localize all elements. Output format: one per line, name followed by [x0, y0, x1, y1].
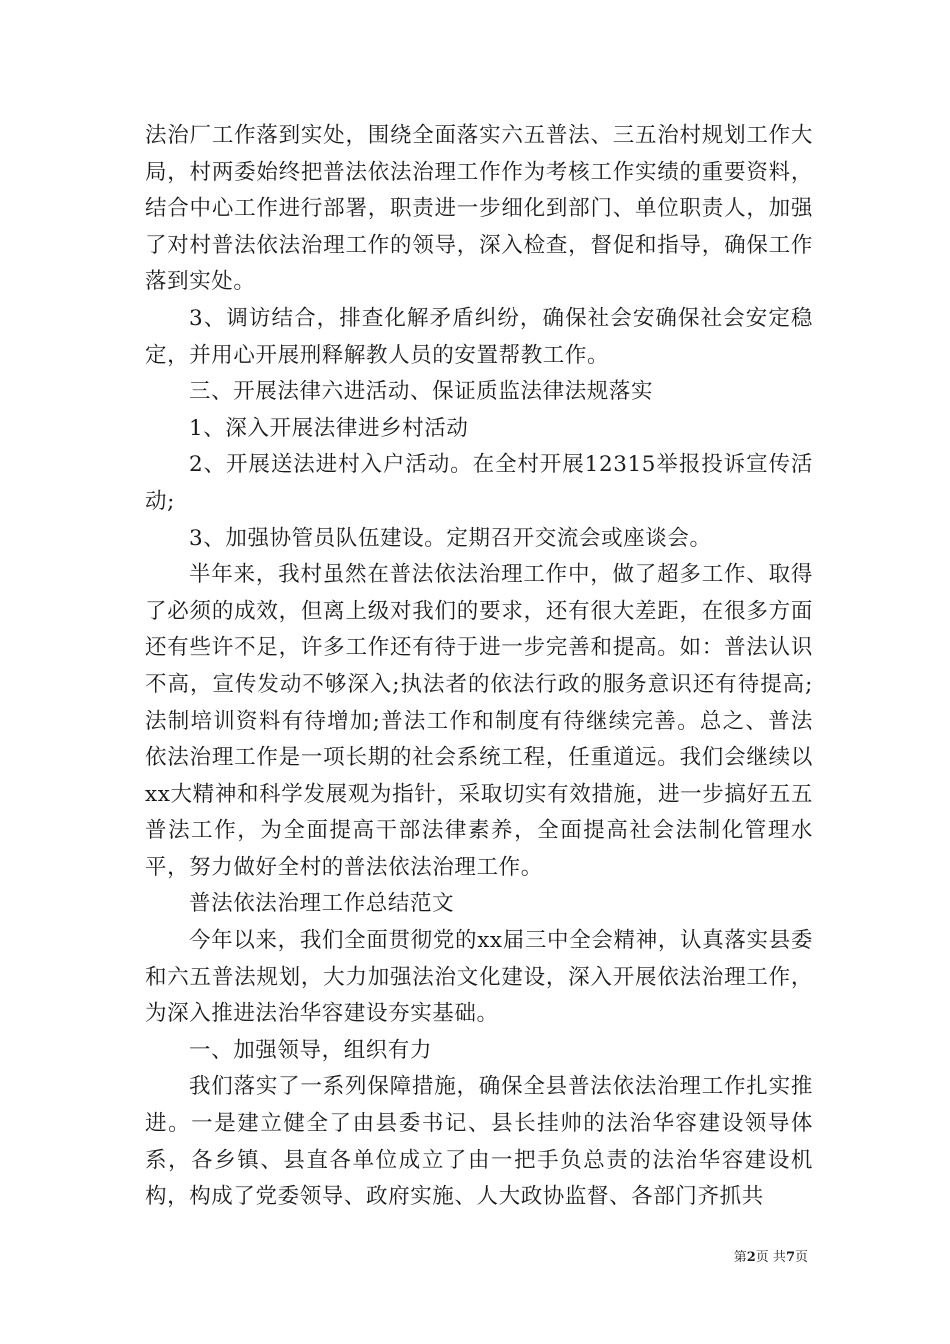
section-heading: 三、开展法律六进活动、保证质监法律法规落实 [189, 379, 654, 405]
page-number-middle: 页 共 [755, 1250, 786, 1265]
paragraph: 1、深入开展法律进乡村活动 [189, 415, 469, 441]
article-title: 普法依法治理工作总结范文 [189, 891, 455, 917]
paragraph: 今年以来，我们全面贯彻党的xx届三中全会精神，认真落实县委和六五普法规划，大力加强法治文化建设，深入开展依法治理工作，为深入推进法治华容建设夯实基础。 [145, 928, 813, 1027]
page-footer [0, 1246, 808, 1265]
paragraph: 我们落实了一系列保障措施，确保全县普法依法治理工作扎实推进。一是建立健全了由县委书记、县长挂帅的法治华容建设领导体系，各乡镇、县直各单位成立了由一把手负总责的法治华容建设机构，构成了党委领导、政府实施、人大政协监督、各部门齐抓共 [145, 1074, 813, 1210]
paragraph: 法治厂工作落到实处，围绕全面落实六五普法、三五治村规划工作大局，村两委始终把普法依法治理工作作为考核工作实绩的重要资料，结合中心工作进行部署，职责进一步细化到部门、单位职责人，加强了对村普法依法治理工作的领导，深入检查，督促和指导，确保工作落到实处。 [145, 123, 813, 295]
document-body [145, 118, 813, 1216]
page-number-prefix: 第 [733, 1250, 747, 1265]
current-page-number: 2 [746, 1250, 756, 1265]
total-pages-number: 7 [785, 1250, 795, 1265]
paragraph: 半年来，我村虽然在普法依法治理工作中，做了超多工作、取得了必须的成效，但离上级对我们的要求，还有很大差距，在很多方面还有些许不足，许多工作还有待于进一步完善和提高。如：普法认识不高，宣传发动不够深入;执法者的依法行政的服务意识还有待提高;法制培训资料有待增加;普法工作和制度有待继续完善。总之、普法依法治理工作是一项长期的社会系统工程，任重道远。我们会继续以xx大精神和科学发展观为指针，采取切实有效措施，进一步搞好五五普法工作，为全面提高干部法律素养，全面提高社会法制化管理水平，努力做好全村的普法依法治理工作。 [145, 562, 813, 880]
paragraph: 2、开展送法进村入户活动。在全村开展12315举报投诉宣传活动; [145, 452, 813, 514]
page-number-suffix: 页 [794, 1250, 808, 1265]
paragraph: 3、调访结合，排查化解矛盾纠纷，确保社会安确保社会安定稳定，并用心开展刑释解教人员的安置帮教工作。 [145, 305, 813, 368]
paragraph: 3、加强协管员队伍建设。定期召开交流会或座谈会。 [189, 525, 712, 551]
section-heading: 一、加强领导，组织有力 [189, 1037, 433, 1063]
